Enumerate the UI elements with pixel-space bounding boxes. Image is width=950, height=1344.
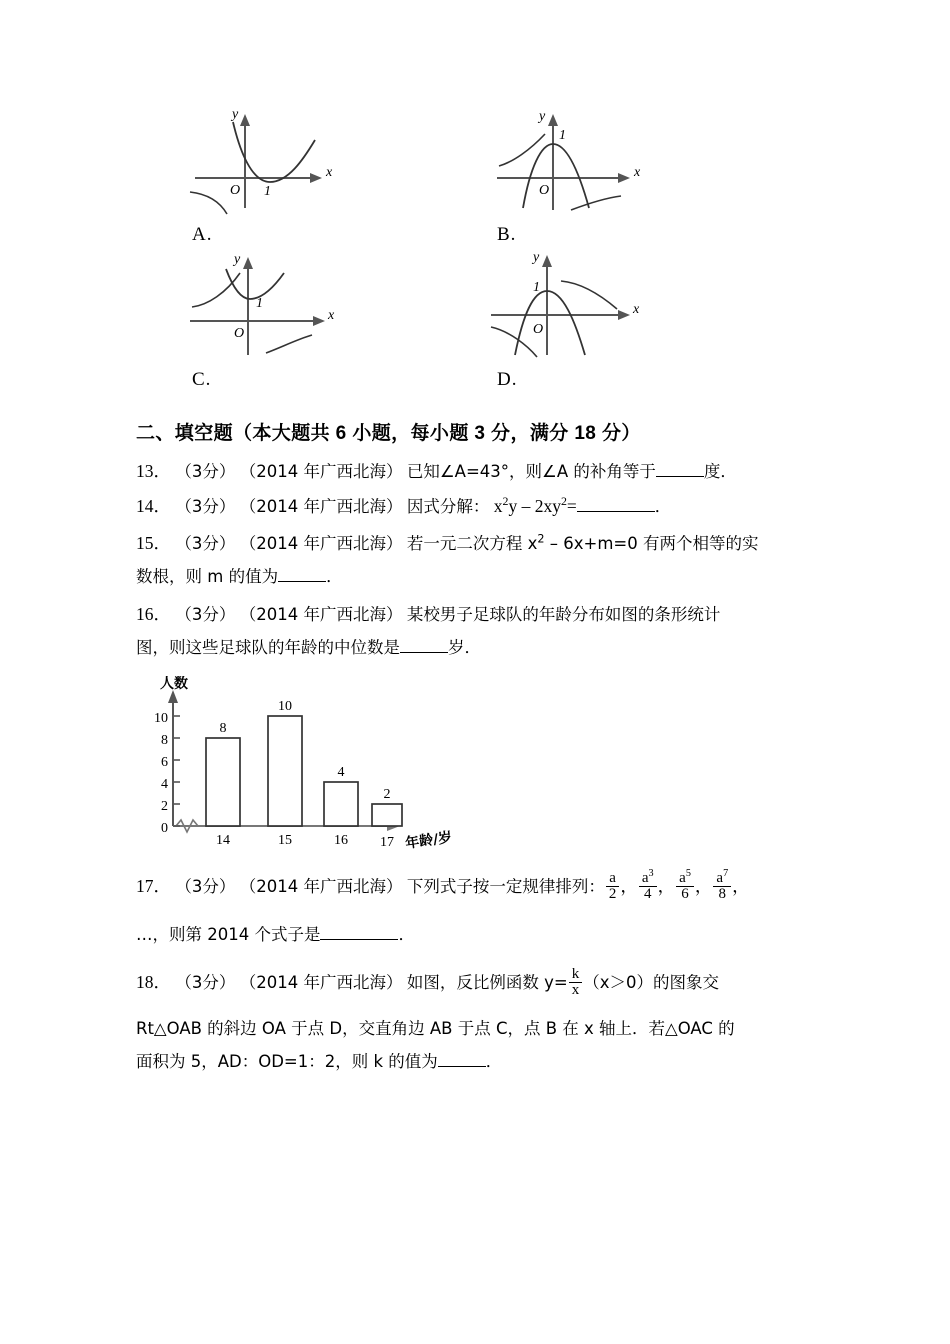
q16-number: 16． xyxy=(136,604,171,624)
origin-label-c: O xyxy=(234,326,245,341)
q17-term-3-num: $a^5$ xyxy=(679,867,691,886)
choice-option-b[interactable] xyxy=(455,100,775,245)
q16-line-1 xyxy=(136,598,836,631)
x-axis-label-b: x xyxy=(634,165,641,180)
unit-mark-label-a: 1 xyxy=(264,184,271,199)
category-17: 17 xyxy=(380,835,394,850)
q18-answer-blank[interactable] xyxy=(438,1051,486,1067)
q18-text-3: 面积为 5，AD：OD=1：2，则 k 的值为 xyxy=(136,1052,438,1072)
q17-points: （3分） xyxy=(175,877,236,896)
x-category-labels xyxy=(216,833,394,850)
q16-text-2: 图，则这些足球队的年龄的中位数是 xyxy=(136,638,400,657)
x-axis-arrow-c xyxy=(313,316,325,326)
q16-line-2 xyxy=(136,631,836,664)
q17-term-3 xyxy=(676,867,694,904)
hyperbola-branch-d-2 xyxy=(491,327,537,357)
q14-expr-sup1: 2 xyxy=(502,494,509,509)
q17-term-2 xyxy=(639,867,657,904)
q15-answer-blank[interactable] xyxy=(278,566,326,582)
bar-17 xyxy=(372,804,402,826)
q15-source: （2014 年广西北海） xyxy=(239,534,403,553)
q17-line-1: 17． （3分） （2014 年广西北海） 下列式子按一定规律排列： $\frac{a}{2}$ ， $\frac{a^3}{4}$ ， $\frac{a^5}{6}$ ， $\frac{a^7}{8}$ ， xyxy=(136,867,750,903)
choice-c-figure xyxy=(170,245,370,355)
q15-text-2: 数根，则 m 的值为 xyxy=(136,567,279,586)
choice-b-figure xyxy=(475,100,675,210)
bar-value-17: 2 xyxy=(383,787,391,802)
q16-source: （2014 年广西北海） xyxy=(239,605,403,624)
q17-term-2-den: 4 xyxy=(639,886,657,903)
q15-text: 若一元二次方程 $x^2 - 6x+m=0$ 有两个相等的实 xyxy=(406,532,759,553)
choice-d-label: D. xyxy=(497,369,518,390)
parabola-c xyxy=(226,269,284,299)
origin-label-b: O xyxy=(539,183,550,198)
q18-text: 如图，反比例函数 y= xyxy=(406,973,568,992)
choice-option-a[interactable] xyxy=(150,100,470,245)
hyperbola-branch-c-2 xyxy=(266,335,312,353)
choice-option-c[interactable] xyxy=(150,245,470,390)
bar-value-labels xyxy=(220,699,391,802)
y-tick-0: 0 xyxy=(161,821,168,836)
q14-points: （3分） xyxy=(175,497,236,516)
bar-value-14: 8 xyxy=(219,721,227,736)
q17-term-4 xyxy=(713,867,731,904)
q14-expr-y: y – 2xy xyxy=(508,496,561,516)
category-14: 14 xyxy=(216,833,230,848)
choice-a-figure xyxy=(170,100,370,210)
q15-line-2 xyxy=(136,560,836,593)
x-axis-label-a: x xyxy=(326,165,333,180)
x-axis-arrow-d xyxy=(618,310,630,320)
question-18 xyxy=(136,966,836,1078)
q16-answer-blank[interactable] xyxy=(400,637,448,653)
origin-label-d: O xyxy=(533,322,544,337)
q18-source: （2014 年广西北海） xyxy=(239,973,403,992)
y-tick-10: 10 xyxy=(154,711,168,726)
y-axis-arrow-a xyxy=(240,114,250,126)
y-axis-label-c: y xyxy=(234,252,241,267)
q17-term-1 xyxy=(606,871,620,904)
q18-fraction-k-over-x xyxy=(569,967,583,1000)
q18-line-1 xyxy=(136,966,836,1000)
q17-term-2-num: $a^3$ xyxy=(641,867,654,886)
choice-option-d[interactable] xyxy=(455,245,775,390)
q14-text-end: ． xyxy=(654,497,672,516)
q14-source: （2014 年广西北海） xyxy=(239,497,403,516)
hyperbola-branch-b-2 xyxy=(571,196,621,210)
bar-15 xyxy=(268,716,302,826)
graph-b-svg xyxy=(475,100,675,215)
bar-chart-svg xyxy=(138,676,468,861)
q14-number: 14． xyxy=(136,496,171,516)
q15-number: 15． xyxy=(136,533,171,553)
choice-a-label: A. xyxy=(192,224,213,245)
graph-c-svg xyxy=(170,245,370,360)
y-tick-labels xyxy=(154,711,168,836)
q18-text-3-end: ． xyxy=(485,1052,503,1072)
q15-points: （3分） xyxy=(175,534,236,553)
choice-options-block xyxy=(0,90,950,390)
q18-number: 18． xyxy=(136,972,171,992)
q17-term-4-den: 8 xyxy=(713,886,731,903)
q18-points: （3分） xyxy=(175,973,236,992)
q16-text: 某校男子足球队的年龄分布如图的条形统计 xyxy=(406,605,721,624)
unit-mark-label-c: 1 xyxy=(256,296,263,311)
q17-term-3-den: 6 xyxy=(676,886,694,903)
y-tick-4: 4 xyxy=(161,777,168,792)
y-tick-6: 6 xyxy=(161,755,168,770)
y-tick-marks xyxy=(173,716,180,826)
q13-number: 13． xyxy=(136,461,171,481)
parabola-b xyxy=(523,144,589,208)
q17-term-1-den: 2 xyxy=(606,886,620,903)
question-16 xyxy=(136,598,836,664)
section-heading-fill-in-blank: 二、填空题（本大题共 6 小题，每小题 3 分，满分 18 分） xyxy=(136,423,641,444)
q13-answer-blank[interactable] xyxy=(656,461,704,477)
x-axis-arrow-b xyxy=(618,173,630,183)
q14-text: 因式分解： xyxy=(406,497,490,516)
y-axis-label-a: y xyxy=(232,107,239,122)
q18-line-3 xyxy=(136,1045,836,1078)
hyperbola-branch-d-1 xyxy=(561,281,617,309)
q16-points: （3分） xyxy=(175,605,236,624)
q18-text-2: Rt△OAB 的斜边 OA 于点 D，交直角边 AB 于点 C，点 B 在 x 轴上．若△OAC 的 xyxy=(136,1019,735,1039)
q17-answer-blank[interactable] xyxy=(320,924,398,940)
q13-source: （2014 年广西北海） xyxy=(239,462,403,481)
q18-text-b: （x＞0）的图象交 xyxy=(583,973,719,992)
bar-14 xyxy=(206,738,240,826)
category-15: 15 xyxy=(278,833,292,848)
unit-mark-label-b: 1 xyxy=(559,128,566,143)
q17-term-4-num: $a^7$ xyxy=(716,867,729,886)
q18-frac-num: k xyxy=(571,965,580,982)
bar-16 xyxy=(324,782,358,826)
question-13 xyxy=(136,455,836,488)
y-axis-label-b: y xyxy=(539,109,546,124)
q17-text-2: …，则第 2014 个式子是 xyxy=(136,925,321,945)
y-axis-arrow-c xyxy=(243,257,253,269)
x-axis-arrow-a xyxy=(310,173,322,183)
origin-label-a: O xyxy=(230,183,241,198)
question-15 xyxy=(136,527,836,593)
x-axis-label-c: x xyxy=(328,308,335,323)
question-14 xyxy=(136,490,836,523)
age-distribution-bar-chart xyxy=(138,676,468,861)
q18-frac-den: x xyxy=(569,982,583,999)
unit-mark-label-d: 1 xyxy=(533,280,540,295)
y-axis-label-d: y xyxy=(533,250,540,265)
q17-line-2 xyxy=(136,918,836,951)
bar-value-16: 4 xyxy=(337,765,345,780)
bar-value-15: 10 xyxy=(278,699,292,714)
q14-expr-x: x xyxy=(493,496,503,516)
q17-term-1-num: a xyxy=(609,869,616,886)
q13-points: （3分） xyxy=(175,462,236,481)
hyperbola-branch-a xyxy=(190,192,227,214)
q17-number: 17． xyxy=(136,876,171,896)
choice-c-label: C. xyxy=(192,369,212,390)
category-16: 16 xyxy=(334,833,348,848)
hyperbola-branch-b-1 xyxy=(499,134,545,166)
q13-text: 已知∠A=43°，则∠A 的补角等于 xyxy=(406,462,656,481)
q15-text-2-end: ． xyxy=(326,567,343,586)
x-axis-title: 年龄/岁 xyxy=(404,829,454,852)
y-tick-8: 8 xyxy=(161,733,168,748)
q14-expression xyxy=(494,496,577,516)
graph-d-svg xyxy=(475,245,675,360)
y-tick-2: 2 xyxy=(161,799,168,814)
bar-group xyxy=(206,716,402,826)
q17-source: （2014 年广西北海） xyxy=(239,877,403,896)
y-axis-arrow-d xyxy=(542,255,552,267)
choice-d-figure xyxy=(475,245,675,355)
question-17 xyxy=(136,867,836,951)
hyperbola-branch-c-1 xyxy=(192,273,240,307)
q14-expr-eq: = xyxy=(566,496,577,516)
q14-answer-blank[interactable] xyxy=(577,496,655,512)
choice-b-label: B. xyxy=(497,224,517,245)
q13-text-end: 度． xyxy=(703,462,737,481)
q15-line-1 xyxy=(136,527,836,560)
q18-line-2 xyxy=(136,1012,836,1045)
graph-a-svg xyxy=(170,100,370,215)
y-axis-arrow-b xyxy=(548,114,558,126)
q14-expr-sup2: 2 xyxy=(560,494,567,509)
q16-text-2-end: 岁． xyxy=(448,638,481,657)
x-axis-label-d: x xyxy=(633,302,640,317)
q17-text-2-end: ． xyxy=(398,925,415,945)
q17-text: 下列式子按一定规律排列： xyxy=(406,877,605,896)
y-axis-title: 人数 xyxy=(160,676,188,692)
